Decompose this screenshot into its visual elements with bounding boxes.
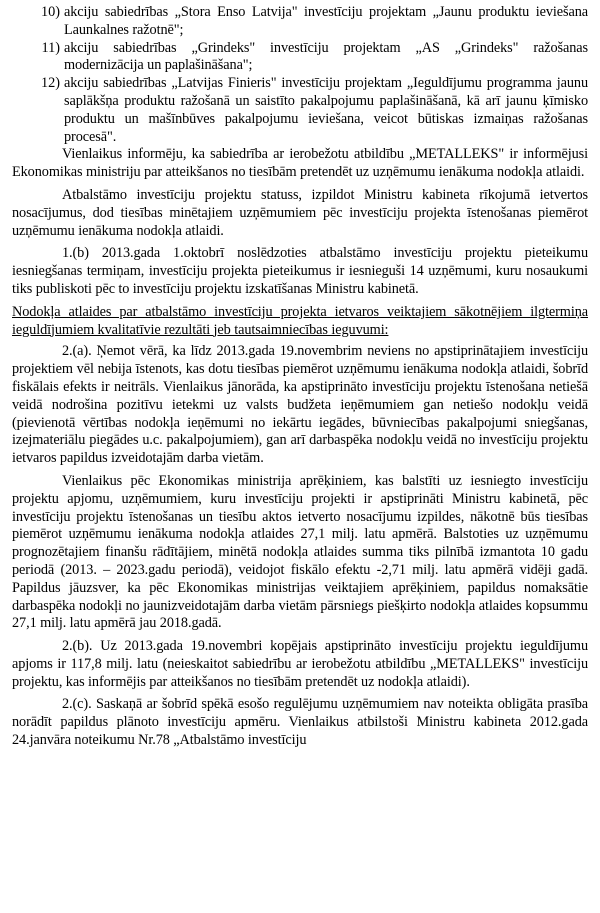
list-number: 12) [40,75,60,92]
list-item [12,75,588,146]
paragraph-calculations: Vienlaikus pēc Ekonomikas ministrija aprēķiniem, kas balstīti uz iesniegto investīciju projektu apjomu, uzņēmumiem, kuru investīciju projekti ir apstiprināti Ministru kabinetā, pēc investīciju projektu īstenošanas un tiesību aktos ietverto nosacījumu izpildes, nākotnē būs tiesības piemērot uzņēmumu ienākuma nodokļa atlaides 27,1 milj. latu apmērā. Balstoties uz uzņēmumu prognozētajiem finanšu rādītājiem, minētā nodokļa atlaides summa tiks pilnībā izmantota 10 gadu periodā (2013. – 2023.gadu periodā), veidojot fiskālo efektu -2,71 milj. latu apmērā vidēji gadā. Papildus jāuzsver, ka pēc Ekonomikas ministrijas veiktajiem aprēķiniem, papildus nomaksātie darbaspēka nodokļi no jaunizveidotajām darba vietām pārsniegs piešķirto nodokļa atlaides kopsummu 27,1 milj. latu apmērā jau 2018.gadā. [12,472,588,632]
list-item [12,40,588,76]
list-number: 10) [40,4,60,20]
section-heading: Nodokļa atlaides par atbalstāmo investīciju projekta ietvaros veiktajiem sākotnējiem ilgtermiņa ieguldījumiem kvalitatīvie rezultāti jeb tautsaimniecības ieguvumi: [12,303,588,338]
paragraph-2c: 2.(c). Saskaņā ar šobrīd spēkā esošo regulējumu uzņēmumiem nav noteikta obligāta prasība norādīt papildus plānoto investīciju apmēru. Vienlaikus atbilstoši Ministru kabineta 2012.gada 24.janvāra noteikumu Nr.78 „Atbalstāmo investīciju [12,696,588,749]
list-text: akciju sabiedrības „Latvijas Finieris" investīciju projektam „Ieguldījumu programma jaunu saplākšņa produktu ražošanā un saistīto pakalpojumu paplašināšanā, kā arī jaunu ķīmisko produktu un mašīnbūves pakalpojumu ieviešana, veicot būtiskas izmaiņas ražošanas procesā". [64,75,588,145]
list-item [12,4,588,40]
paragraph-metalleks: Vienlaikus informēju, ka sabiedrība ar ierobežotu atbildību „METALLEKS" ir informējusi Ekonomikas ministriju par atteikšanos no tiesībām pretendēt uz uzņēmumu ienākuma nodokļa atlaidi. [12,146,588,181]
paragraph-2b: 2.(b). Uz 2013.gada 19.novembri kopējais apstiprināto investīciju projektu ieguldījumu apjoms ir 117,8 milj. latu (neieskaitot sabiedrību ar ierobežotu atbildību „METALLEKS" investīciju projektu, kas informējis par atteikšanos no tiesībām pretendēt uz nodokļa atlaidi). [12,638,588,690]
list-text: akciju sabiedrības „Stora Enso Latvija" investīciju projektam „Jaunu produktu ieviešana Launkalnes ražotnē"; [64,4,588,38]
list-text: akciju sabiedrības „Grindeks" investīciju projektam „AS „Grindeks" ražošanas modernizācija un paplašināšana"; [64,39,588,74]
list-number: 11) [41,39,60,56]
paragraph-status: Atbalstāmo investīciju projektu statuss, izpildot Ministru kabineta rīkojumā ietvertos nosacījumus, dod tiesības minētajiem uzņēmumiem pēc investīciju projekta īstenošanas piemērot uzņēmumu ienākuma nodokļa atlaidi. [12,186,588,239]
paragraph-2a: 2.(a). Ņemot vērā, ka līdz 2013.gada 19.novembrim neviens no apstiprinātajiem investīciju projektiem vēl nebija īstenots, kas dotu tiesības piemērot uzņēmumu ienākuma nodokļa atlaidi, šobrīd fiskālais efekts ir neitrāls. Vienlaikus jānorāda, ka apstiprināto investīciju projektu īstenošana netiešā veidā nodrošina pozitīvu ietekmi uz valsts budžeta ieņēmumiem gan netiešo nodokļu veidā (pievienotā vērtības nodokļa ieņēmumi no iekārtu iegādes, būvniecības pakalpojumi sniegšanas, izejmateriālu piegādes u.c. pakalpojumiem), gan arī darbaspēka nodokļu veidā no investīciju projektu ietvaros papildus izveidotajām darba vietām. [12,343,588,467]
paragraph-1b: 1.(b) 2013.gada 1.oktobrī noslēdzoties atbalstāmo investīciju projektu pieteikumu iesniegšanas termiņam, investīciju projekta pieteikumus ir iesnieguši 14 uzņēmumi, kuru nosaukumi tiks publiskoti pēc to investīciju projektu izskatīšanas Ministru kabinetā. [12,245,588,297]
